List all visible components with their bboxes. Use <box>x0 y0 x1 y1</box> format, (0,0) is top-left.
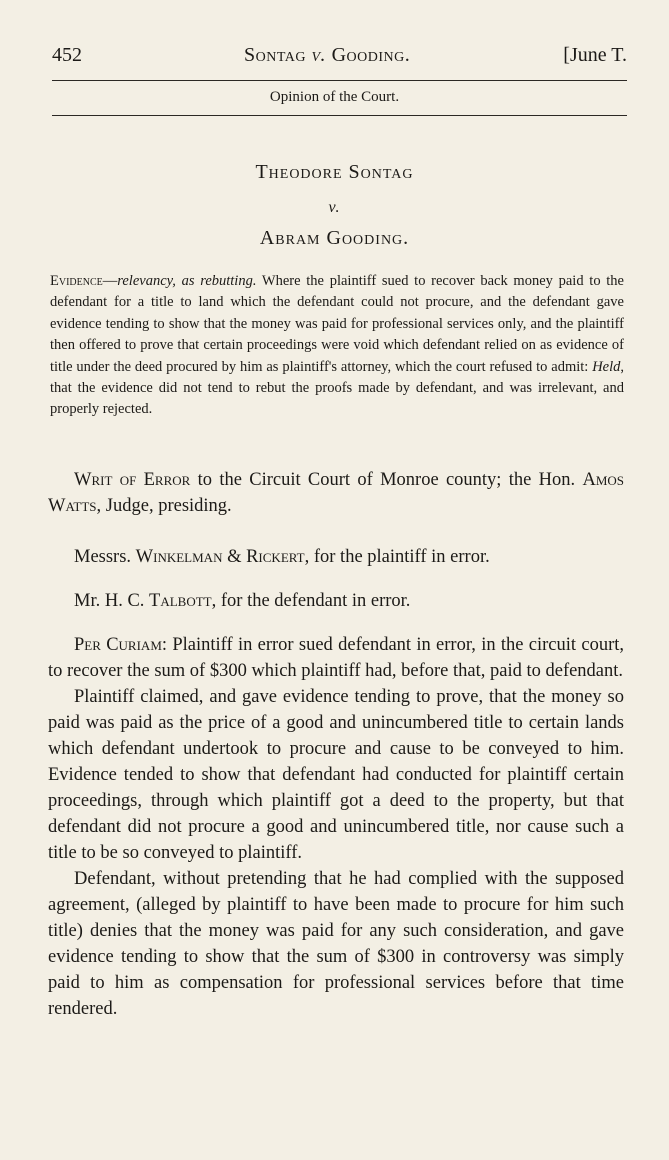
counsel-plaintiff-names: Winkelman & Rickert <box>135 547 305 567</box>
counsel-defendant-prefix: Mr. H. C. <box>74 591 150 611</box>
opinion-paragraph <box>48 632 624 684</box>
syllabus-holding: , that the evidence did not tend to rebut the proofs made by defendant, and was irrelevant, and properly rejected. <box>50 358 624 418</box>
running-header <box>52 44 627 74</box>
running-title-defendant: Gooding. <box>331 44 411 66</box>
counsel-plaintiff-suffix: , for the plaintiff in error. <box>304 547 490 567</box>
writ-paragraph <box>48 467 624 519</box>
syllabus-held: Held <box>592 358 621 375</box>
running-title-plaintiff: Sontag <box>244 44 306 66</box>
counsel-defendant-name: Talbott <box>149 591 212 611</box>
judge-name: Amos Watts <box>48 470 624 516</box>
page-number: 452 <box>52 44 82 66</box>
per-curiam-lead: Per Curiam <box>74 635 162 655</box>
header-rule-top <box>52 80 627 81</box>
counsel-plaintiff-prefix: Messrs. <box>74 547 136 567</box>
opinion-paragraph-2: Plaintiff claimed, and gave evidence tending to prove, that the money so paid was paid as the price of a good and unincumbered title to certain lands which defendant undertook to procure and cause to be conveyed to him. Evidence tended to show that defendant had conducted for plaintiff certain proceedings, through which plaintiff got a deed to the property, but that defendant did not procure a good and unincumbered title, nor cause such a title to be so conveyed to plaintiff. <box>48 687 624 863</box>
opinion-paragraph-3: Defendant, without pretending that he had complied with the supposed agreement, (alleged by plaintiff to have been made to procure for him such title) denies that the money was paid for any such consideration, and gave evidence tending to show that the sum of $300 in controversy was simply paid to him as compensation for professional services before that time rendered. <box>48 869 624 1019</box>
running-title-vs: v. <box>311 44 327 66</box>
syllabus-topic: Evidence <box>50 273 103 289</box>
writ-text-end: , Judge, presiding. <box>96 496 232 516</box>
syllabus-dash: — <box>102 273 118 289</box>
case-defendant: Abram Gooding. <box>259 227 410 249</box>
case-plaintiff: Theodore Sontag <box>255 161 414 183</box>
writ-text: to the Circuit Court of Monroe county; the Hon. <box>190 470 583 490</box>
case-versus: v. <box>328 199 341 216</box>
syllabus-text: Where the plaintiff sued to recover back money paid to the defendant for a title to land which the defendant could not procure, and the defendant gave evidence tending to show that the money was paid for professional services only, and the plaintiff then offered to prove that certain proceedings were void which defendant relied on as evidence of title under the deed procured by him as plaintiff's attorney, which the court refused to admit: <box>50 273 624 375</box>
term-label: [June T. <box>563 44 627 66</box>
opinion-body <box>48 632 624 1022</box>
counsel-defendant-suffix: , for the defendant in error. <box>211 591 411 611</box>
opinion-subheading: Opinion of the Court. <box>269 89 400 105</box>
running-title <box>244 44 410 67</box>
writ-lead: Writ of Error <box>74 470 191 490</box>
syllabus <box>50 271 624 421</box>
syllabus-subtopic: relevancy, as rebutting. <box>117 273 257 289</box>
header-rule-bottom <box>52 115 627 116</box>
counsel-plaintiff <box>48 544 624 570</box>
opinion-paragraph-1: : Plaintiff in error sued defendant in error, in the circuit court, to recover the sum of $300 which plaintiff had, before that, paid to defendant. <box>48 635 624 681</box>
counsel-defendant <box>48 588 624 614</box>
